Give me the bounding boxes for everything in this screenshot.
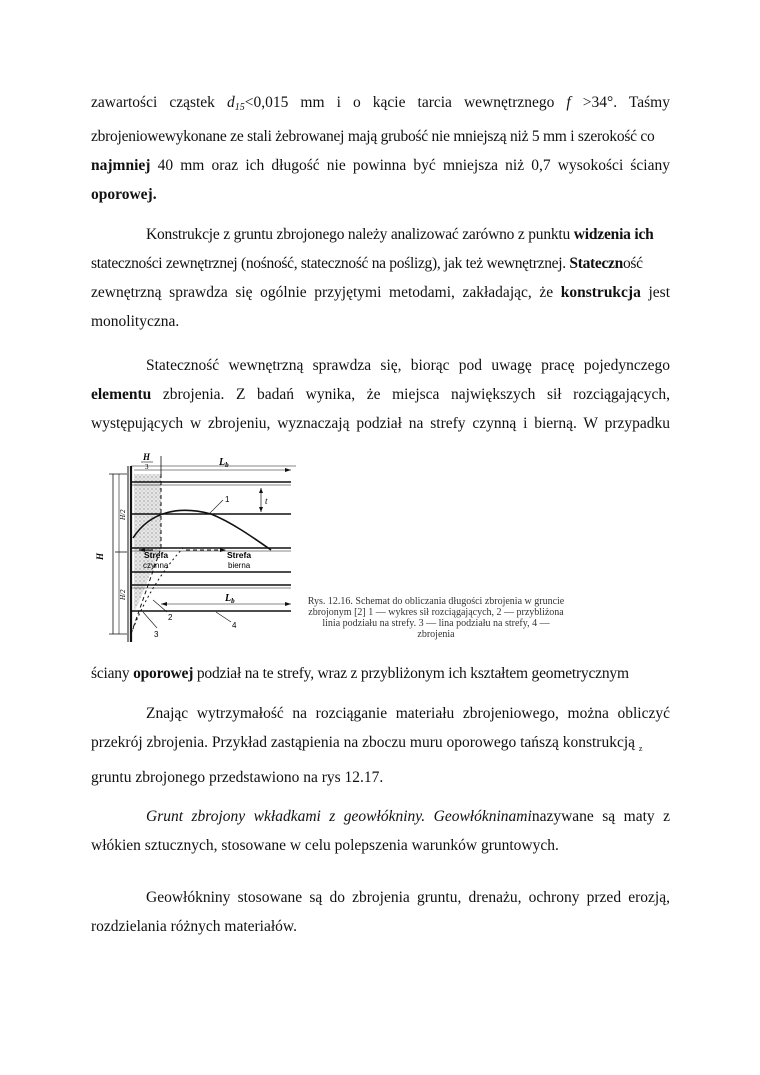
text-line: rozdzielania różnych materiałów. (91, 918, 297, 935)
zone-passive-line1: Strefa (227, 550, 252, 560)
text-line: Stateczność wewnętrzną sprawdza się, biorąc pod uwagę pracę pojedynczego (146, 357, 670, 374)
text-line: Konstrukcje z gruntu zbrojonego należy analizować zarówno z punktu widzenia ich (146, 226, 654, 243)
paragraph-internal-stability (91, 351, 670, 438)
text-line: monolityczna. (91, 313, 180, 330)
zone-active-line2: czynna (143, 561, 169, 570)
zone-active-line1: Strefa (144, 550, 169, 560)
paragraph-geotextile (91, 802, 670, 860)
text-line: najmniej 40 mm oraz ich długość nie powinna być mniejsza niż 0,7 wysokości ściany (91, 157, 670, 174)
paragraph-reinforcement-strips (91, 88, 670, 209)
active-zone-shading (134, 474, 161, 612)
text-line: występujących w zbrojeniu, wyznaczają podział na strefy czynną i bierną. W przypadku (91, 415, 670, 432)
reinforced-soil-diagram (91, 452, 301, 659)
label-lb-top: $L_b$ (219, 457, 229, 469)
text-line: zewnętrzną sprawdza się ogólnie przyjętymi metodami, zakładając, że konstrukcja jest (91, 284, 670, 301)
label-lb-bottom: $L_b$ (225, 593, 235, 605)
label-1: 1 (225, 495, 230, 504)
text-line: elementu zbrojenia. Z badań wynika, że miejsca największych sił rozciągających, (91, 386, 670, 403)
label-t: t (265, 496, 268, 506)
text-line: zbrojeniowewykonane ze stali żebrowanej mają grubość nie mniejszą niż 5 mm i szerokość co (91, 128, 655, 145)
paragraph-tensile-strength (91, 699, 670, 792)
text-line: ściany oporowej podział na te strefy, wraz z przybliżonym ich kształtem geometrycznym (91, 665, 629, 682)
label-3: 3 (154, 630, 159, 639)
label-h3-num: H (143, 452, 151, 462)
paragraph-geotextile-uses (91, 883, 670, 941)
label-half-bottom: H/2 (119, 589, 127, 600)
label-h3-den: 3 (145, 463, 149, 471)
text-line: gruntu zbrojonego przedstawiono na rys 12.17. (91, 769, 384, 786)
label-H: H (95, 552, 105, 560)
text-line: Znając wytrzymałość na rozciąganie materiału zbrojeniowego, można obliczyć (146, 705, 670, 722)
text-line: oporowej. (91, 186, 157, 203)
text-line: zawartości cząstek $d_{15}<0,015$ mm i o kącie tarcia wewnętrznego f >34°. Taśmy (91, 94, 670, 113)
text-line: stateczności zewnętrznej (nośność, stateczność na poślizg), jak też wewnętrznej. Stateczność (91, 255, 643, 272)
label-half-top: H/2 (119, 509, 127, 520)
label-4: 4 (232, 621, 237, 630)
zone-passive-line2: bierna (228, 561, 251, 570)
text-line: włókien sztucznych, stosowane w celu polepszenia warunków gruntowych. (91, 837, 559, 854)
paragraph-stability-analysis (91, 220, 670, 336)
text-line: Geowłókniny stosowane są do zbrojenia gruntu, drenażu, ochrony przed erozją, (146, 889, 670, 906)
figure-caption: Rys. 12.16. Schemat do obliczania długości zbrojenia w gruncie zbrojonym [2] 1 — wykres sił rozciągających, 2 — przybliżona linia podziału na strefy. 3 — lina podziału na strefy, 4 — zbrojenia (307, 596, 565, 640)
text-line: przekrój zbrojenia. Przykład zastąpienia na zboczu muru oporowego tańszą konstrukcją $_z$ (91, 734, 643, 753)
paragraph-zones-continuation (91, 659, 670, 688)
label-2: 2 (168, 613, 173, 622)
text-line: Grunt zbrojony wkładkami z geowłókniny. Geowłókninaminazywane są maty z (146, 808, 670, 825)
